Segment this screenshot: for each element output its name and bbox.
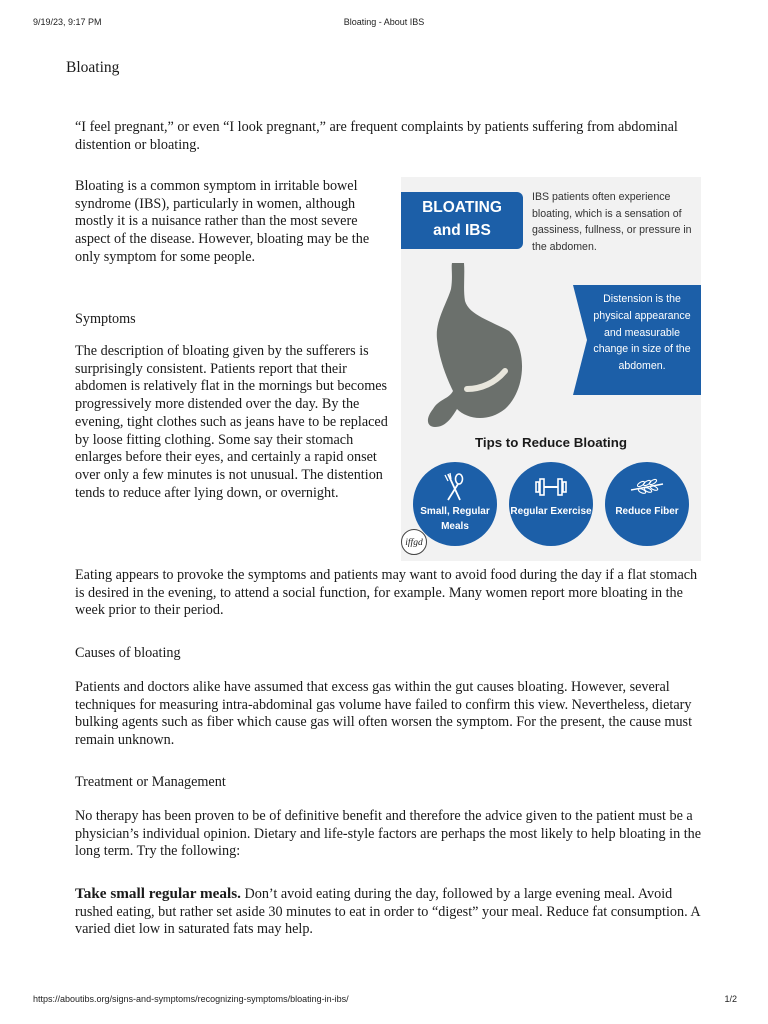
distension-text: Distension is the physical appearance and measurable change in size of the abdomen. (593, 293, 691, 373)
page-number: 1/2 (724, 994, 737, 1004)
fork-spoon-icon (440, 472, 470, 502)
heading-treatment: Treatment or Management (75, 774, 226, 790)
tip-text: Don’t avoid eating during the day, followed by a large evening meal. Avoid rushed eating, but rather set aside 30 minutes to eat in order to “digest” your meal. Reduce fat consumption. A varied diet low in saturated fats may help. (75, 886, 700, 938)
print-page-title: Bloating - About IBS (343, 17, 425, 27)
tip-label-fiber: Reduce Fiber (615, 506, 679, 517)
tips-title: Tips to Reduce Bloating (475, 435, 627, 450)
document-title: Bloating (66, 59, 120, 76)
tip-small-regular-meals (75, 885, 705, 939)
intro-paragraph: “I feel pregnant,” or even “I look pregnant,” are frequent complaints by patients suffering from abdominal distention or bloating. (75, 119, 678, 153)
tip-lead: Take small regular meals. (75, 885, 241, 902)
stomach-illustration (409, 259, 529, 429)
paragraph-eating: Eating appears to provoke the symptoms and patients may want to avoid food during the day if a flat stomach is desired in the evening, to attend a social function, for example. Many women report more bloating in the week prior to their period. (75, 567, 698, 619)
heading-causes: Causes of bloating (75, 645, 181, 661)
print-datetime: 9/19/23, 9:17 PM (33, 17, 102, 27)
page-url: https://aboutibs.org/signs-and-symptoms/recognizing-symptoms/bloating-in-ibs/ (33, 994, 349, 1004)
dumbbell-icon (533, 472, 569, 502)
infographic-intro: IBS patients often experience bloating, which is a sensation of gassiness, fullness, or pressure in the abdomen. (532, 191, 692, 253)
infographic-title-line1: BLOATING (422, 199, 502, 216)
tip-circle-fiber (605, 462, 689, 546)
bloating-infographic (401, 177, 701, 561)
paragraph-treatment: No therapy has been proven to be of definitive benefit and therefore the advice given to the patient must be a physician’s individual opinion. Dietary and life-style factors are perhaps the most likely to help bloating in the long term. Try the following: (75, 808, 702, 860)
heading-symptoms: Symptoms (75, 311, 136, 327)
tip-label-exercise: Regular Exercise (510, 506, 592, 517)
iffgd-logo: iffgd (401, 529, 427, 555)
paragraph-causes: Patients and doctors alike have assumed that excess gas within the gut causes bloating. However, several techniques for measuring intra-abdominal gas volume have failed to confirm this view. Nevertheless, dietary bulking agents such as fiber which cause gas will often worsen the symptom. For the present, the cause must remain unknown. (75, 679, 693, 749)
paragraph-bloating-common: Bloating is a common symptom in irritable bowel syndrome (IBS), particularly in women, although mostly it is a nuisance rather than the most severe aspect of the disease. However, bloating may be the only symptom for some people. (75, 178, 370, 265)
wheat-icon (627, 472, 667, 502)
tip-circle-meals (413, 462, 497, 546)
tip-circle-exercise (509, 462, 593, 546)
infographic-title (401, 192, 523, 249)
infographic-title-line2: and IBS (433, 222, 491, 239)
paragraph-symptoms: The description of bloating given by the sufferers is surprisingly consistent. Patients report that their abdomen is relatively flat in the mornings but becomes progressively more distended over the day. By the evening, tight clothes such as jeans have to be replaced by loose fitting clothing. Some say their stomach enlarges before their eyes, and certainly a rapid onset over only a few minutes is not unusual. The distention tends to reduce after lying down, or overnight. (75, 343, 388, 501)
tip-label-meals: Small, Regular Meals (420, 506, 490, 532)
stomach-shape (428, 263, 522, 427)
